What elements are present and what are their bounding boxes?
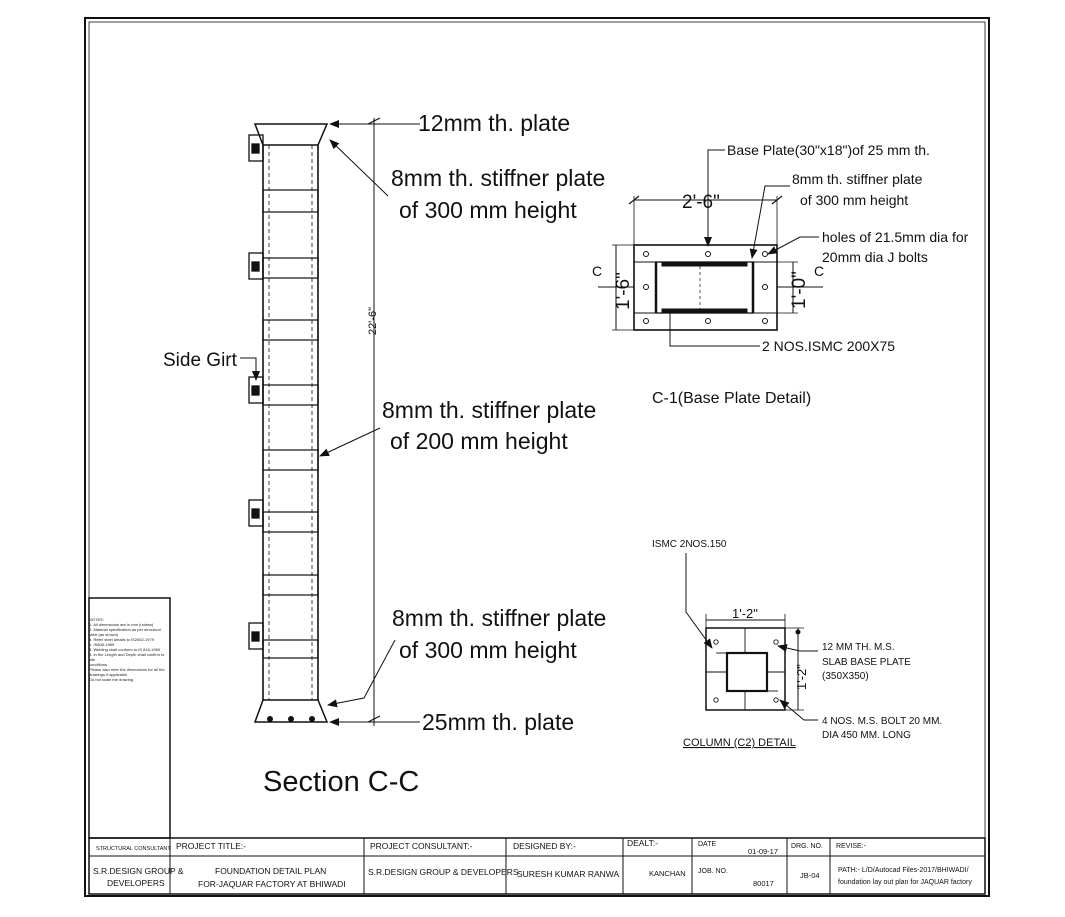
tb-project-title-1: FOUNDATION DETAIL PLAN — [215, 866, 327, 876]
stiffener-bot-line2: of 300 mm height — [399, 637, 577, 663]
c2-bolt-1: 4 NOS. M.S. BOLT 20 MM. — [822, 716, 943, 727]
tb-jobno: 80017 — [753, 879, 774, 888]
base-plate-stiffener-2: of 300 mm height — [800, 192, 909, 208]
notes-line: 1. All dimensions are in mm (unless) — [89, 622, 154, 627]
c2-ismc-label: ISMC 2NOS.150 — [652, 539, 727, 550]
base-plate-title: C-1(Base Plate Detail) — [652, 390, 812, 407]
tb-designed-label: DESIGNED BY:- — [513, 841, 576, 851]
c2-height-dim: 1'-2" — [794, 664, 809, 690]
tb-date: 01-09-17 — [748, 847, 779, 856]
tb-revise-label: REVISE:- — [836, 843, 866, 850]
stiffener-top-line1: 8mm th. stiffner plate — [391, 165, 606, 191]
tb-dealt-label: DEALT:- — [627, 838, 659, 848]
tb-drgno-label: DRG. NO. — [791, 843, 823, 850]
tb-structural-1: S.R.DESIGN GROUP & — [93, 866, 184, 876]
tb-path-1: PATH:- L/D/Autocad Files-2017/BHIWADI/ — [838, 867, 969, 874]
stiffener-mid-line1: 8mm th. stiffner plate — [382, 397, 597, 423]
stiffener-mid-line2: of 200 mm height — [390, 428, 568, 454]
base-plate-right-dim: 1'-0" — [789, 271, 810, 309]
notes-heading: NOTES: — [89, 617, 104, 622]
tb-structural-2: DEVELOPERS — [107, 878, 165, 888]
tb-structural-label: STRUCTURAL CONSULTANT — [96, 846, 171, 852]
c2-title: COLUMN (C2) DETAIL — [683, 737, 796, 749]
notes-line: steel (as shown) — [89, 632, 119, 637]
notes-line: 4. In the Length and Depth shall confirm to site — [89, 652, 165, 662]
base-plate-spec: Base Plate(30"x18")of 25 mm th. — [727, 142, 930, 158]
column-elevation — [249, 124, 327, 722]
notes-line: Do not scale the drawing — [89, 677, 134, 682]
c2-plate-1: 12 MM TH. M.S. — [822, 642, 895, 653]
tb-path-2: foundation lay out plan for JAQUAR factory — [838, 879, 972, 886]
c2-bolt-2: DIA 450 MM. LONG — [822, 730, 911, 741]
height-dimension-label: 22'-6" — [367, 306, 379, 335]
notes-line: b. IS808-1989 — [89, 642, 115, 647]
notes-text — [89, 617, 171, 682]
section-mark-right: C — [814, 263, 825, 279]
notes-line: Please also refer the dimensions for all the — [89, 667, 165, 672]
tb-consultant-label: PROJECT CONSULTANT:- — [370, 841, 473, 851]
tb-designed-by: SURESH KUMAR RANWA — [517, 869, 620, 879]
c2-plate-3: (350X350) — [822, 671, 869, 682]
base-plate-left-dim: 1'-6" — [613, 272, 634, 310]
notes-line: 2. Material specification as per structural — [89, 627, 161, 632]
bottom-plate-label: 25mm th. plate — [422, 709, 575, 735]
c2-width-dim: 1'-2" — [732, 606, 758, 621]
base-plate-ismc: 2 NOS.ISMC 200X75 — [762, 338, 896, 354]
tb-dealt: KANCHAN — [649, 869, 686, 878]
side-girt-label: Side Girt — [163, 350, 237, 371]
top-plate-label: 12mm th. plate — [418, 110, 571, 136]
tb-date-label: DATE — [698, 841, 717, 848]
tb-project-title-2: FOR-JAQUAR FACTORY AT BHIWADI — [198, 879, 346, 889]
section-cc-title: Section C-C — [263, 766, 420, 798]
tb-jobno-label: JOB. NO. — [698, 868, 728, 875]
base-plate-holes-2: 20mm dia J bolts — [822, 249, 928, 265]
tb-drgno: JB-04 — [800, 871, 820, 880]
notes-line: conditions — [89, 662, 108, 667]
section-leaders — [240, 124, 416, 722]
stiffener-bot-line1: 8mm th. stiffner plate — [392, 605, 607, 631]
base-plate-holes-1: holes of 21.5mm dia for — [822, 229, 969, 245]
section-mark-left: C — [592, 263, 603, 279]
column-c2-drawing — [706, 614, 804, 710]
base-plate-stiffener-1: 8mm th. stiffner plate — [792, 171, 923, 187]
notes-line: drawings if applicable — [89, 672, 128, 677]
tb-consultant: S.R.DESIGN GROUP & DEVELOPERS — [368, 867, 519, 877]
notes-line: 3. Welding shall conform to IS 816-1969 — [89, 647, 161, 652]
notes-line: a. Refer steel details to IS2062-1979 — [89, 637, 154, 642]
tb-project-title-label: PROJECT TITLE:- — [176, 841, 247, 851]
stiffener-top-line2: of 300 mm height — [399, 197, 577, 223]
base-plate-width-dim: 2'-6" — [682, 192, 720, 213]
c2-plate-2: SLAB BASE PLATE — [822, 657, 911, 668]
